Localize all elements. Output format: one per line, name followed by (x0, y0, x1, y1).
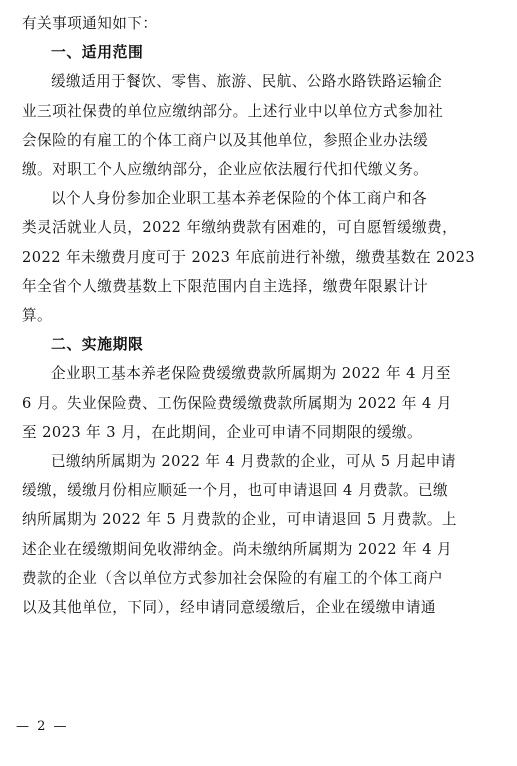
paragraph-line: 会保险的有雇工的个体工商户以及其他单位，参照企业办法缓 (22, 131, 429, 149)
paragraph-line: 企业职工基本养老保险费缓缴费款所属期为 2022 年 4 月至 (51, 365, 451, 383)
paragraph-scope-1 (22, 67, 500, 184)
paragraph-scope-2 (22, 184, 500, 330)
paragraph-line: 业三项社保费的单位应缴纳部分。上述行业中以单位方式参加社 (22, 102, 444, 120)
paragraph-line: 费款的企业（含以单位方式参加社会保险的有雇工的个体工商户 (22, 569, 444, 587)
paragraph-line: 缴。对职工个人应缴纳部分，企业应依法履行代扣代缴义务。 (22, 161, 429, 179)
paragraph-line: 纳所属期为 2022 年 5 月费款的企业，可申请退回 5 月费款。上 (22, 511, 457, 529)
paragraph-line: 述企业在缓缴期间免收滞纳金。尚未缴纳所属期为 2022 年 4 月 (22, 540, 453, 558)
paragraph-period-1 (22, 359, 500, 447)
section-heading-scope: 一、适用范围 (51, 44, 144, 62)
paragraph-line: 缓缴适用于餐饮、零售、旅游、民航、公路水路铁路运输企 (51, 73, 443, 91)
paragraph-line: 6 月。失业保险费、工伤保险费缓缴费款所属期为 2022 年 4 月 (22, 394, 452, 412)
paragraph-line: 以个人身份参加企业职工基本养老保险的个体工商户和各 (51, 190, 428, 208)
paragraph-line: 已缴纳所属期为 2022 年 4 月费款的企业，可从 5 月起申请 (51, 453, 456, 471)
paragraph-line: 年全省个人缴费基数上下限范围内自主选择，缴费年限累计计 (22, 277, 429, 295)
paragraph-line: 类灵活就业人员，2022 年缴纳费款有困难的，可自愿暂缓缴费， (22, 219, 458, 237)
paragraph-line: 缓缴，缓缴月份相应顺延一个月，也可申请退回 4 月费款。已缴 (22, 482, 449, 500)
paragraph-period-2 (22, 447, 500, 622)
intro-text: 有关事项通知如下： (22, 15, 158, 32)
paragraph-line: 至 2023 年 3 月，在此期间，企业可申请不同期限的缓缴。 (22, 423, 422, 441)
paragraph-line: 2022 年未缴费月度可于 2023 年底前进行补缴，缴费基数在 2023 (22, 248, 476, 266)
paragraph-line: 以及其他单位，下同），经申请同意缓缴后，企业在缓缴申请通 (22, 599, 436, 617)
paragraph-line: 算。 (22, 307, 53, 325)
page-number: — 2 — (16, 719, 69, 734)
section-heading-period: 二、实施期限 (51, 336, 144, 354)
document-body (22, 9, 500, 622)
